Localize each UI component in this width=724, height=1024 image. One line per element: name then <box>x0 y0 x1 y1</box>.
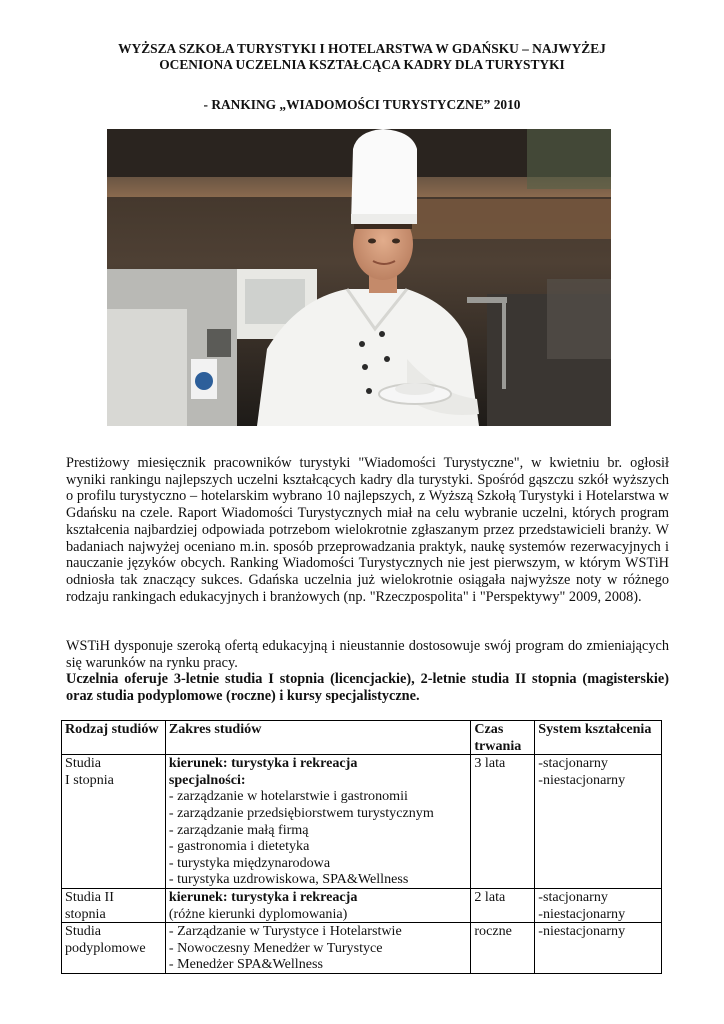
paragraph-ranking: Prestiżowy miesięcznik pracowników turystyki "Wiadomości Turystyczne", w kwietniu br. ogłosił wyniki rankingu najlepszych uczelni kształcących kadry dla turystyki. Spośród gąszczu szkół wyższych o profilu turystyczno – hotelarskim wybrano 10 najlepszych, z Wyższą Szkołą Turystyki i Hotelarstwa w Gdańsku na czele. Raport Wiadomości Turystycznych miał na celu wybranie uczelni, których program kształcenia najbardziej odpowiada potrzebom wielokrotnie zgłaszanym przez przedstawicieli branży. W badaniach najwyżej oceniano m.in. sposób przeprowadzania praktyk, naukę systemów rezerwacyjnych i nauczanie języków obcych. Ranking Wiadomości Turystycznych nie jest pierwszym, w którym WSTiH odniosła tak znaczący sukces. Gdańska uczelnia już wielokrotnie osiągała najwyższe noty w różnego rodzaju rankingach edukacyjnych i branżowych (np. "Rzeczpospolita" i "Perspektywy" 2009, 2008). <box>66 455 669 605</box>
title-line-1: WYŻSZA SZKOŁA TURYSTYKI I HOTELARSTWA W GDAŃSKU – NAJWYŻEJ <box>118 41 606 56</box>
cell-rodzaj <box>62 888 166 922</box>
cell-text: I stopnia <box>65 771 114 788</box>
cell-czas: 2 lata <box>471 888 535 922</box>
cell-rodzaj <box>62 923 166 974</box>
chef-photo <box>107 129 611 426</box>
cell-czas: 3 lata <box>471 755 535 889</box>
kierunek-label: kierunek: turystyka i rekreacja <box>168 755 358 772</box>
paragraph-offer: WSTiH dysponuje szeroką ofertą edukacyjną i nieustannie dostosowuje swój program do zmieniających się warunków na rynku pracy. <box>66 638 669 671</box>
cell-text: podyplomowe <box>65 939 146 956</box>
cell-zakres <box>165 923 470 974</box>
header-czas: Czas trwania <box>471 721 535 755</box>
cell-text: -niestacjonarny <box>538 923 626 940</box>
cell-zakres <box>165 755 470 889</box>
cell-text: -niestacjonarny <box>538 905 626 922</box>
table-row <box>62 888 662 922</box>
cell-text: -stacjonarny <box>538 888 608 905</box>
list-item: - gastronomia i dietetyka <box>168 838 310 855</box>
header-rodzaj: Rodzaj studiów <box>62 721 166 755</box>
kierunek-line <box>169 889 467 906</box>
specjalnosci-label: specjalności: <box>168 771 246 788</box>
title-line-2: OCENIONA UCZELNIA KSZTAŁCĄCA KADRY DLA TURYSTYKI <box>159 57 565 72</box>
cell-text: Studia <box>65 923 102 940</box>
list-item: - turystyka międzynarodowa <box>168 854 331 871</box>
cell-czas: roczne <box>471 923 535 974</box>
list-item: - Zarządzanie w Turystyce i Hotelarstwie <box>168 923 402 940</box>
cell-system <box>535 923 662 974</box>
title-ranking: - RANKING „WIADOMOŚCI TURYSTYCZNE” 2010 <box>203 97 521 112</box>
cell-text: Studia <box>65 755 102 772</box>
table-row <box>62 923 662 974</box>
cell-text: (różne kierunki dyplomowania) <box>168 905 348 922</box>
list-item: - zarządzanie przedsiębiorstwem turystycznym <box>168 804 434 821</box>
cell-rodzaj <box>62 755 166 889</box>
table-row <box>62 755 662 889</box>
table-header-row <box>62 721 662 755</box>
cell-text: -niestacjonarny <box>538 771 626 788</box>
header-zakres: Zakres studiów <box>165 721 470 755</box>
list-item: - Nowoczesny Menedżer w Turystyce <box>168 939 383 956</box>
cell-system <box>535 888 662 922</box>
list-item: - turystyka uzdrowiskowa, SPA&Wellness <box>168 871 409 888</box>
studies-table <box>61 720 662 974</box>
paragraph-studies-bold: Uczelnia oferuje 3-letnie studia I stopnia (licencjackie), 2-letnie studia II stopnia (magisterskie) oraz studia podyplomowe (roczne) i kursy specjalistyczne. <box>66 671 669 704</box>
kierunek-value: : turystyka i rekreacja <box>222 888 358 905</box>
cell-text: -stacjonarny <box>538 755 608 772</box>
kierunek-label: kierunek <box>168 888 223 905</box>
header-system: System kształcenia <box>535 721 662 755</box>
list-item: - zarządzanie małą firmą <box>168 821 309 838</box>
cell-text: Studia II <box>65 888 114 905</box>
cell-text: stopnia <box>65 905 106 922</box>
list-item: - zarządzanie w hotelarstwie i gastronomii <box>168 788 408 805</box>
cell-system <box>535 755 662 889</box>
list-item: - Menedżer SPA&Wellness <box>168 956 323 973</box>
cell-zakres <box>165 888 470 922</box>
